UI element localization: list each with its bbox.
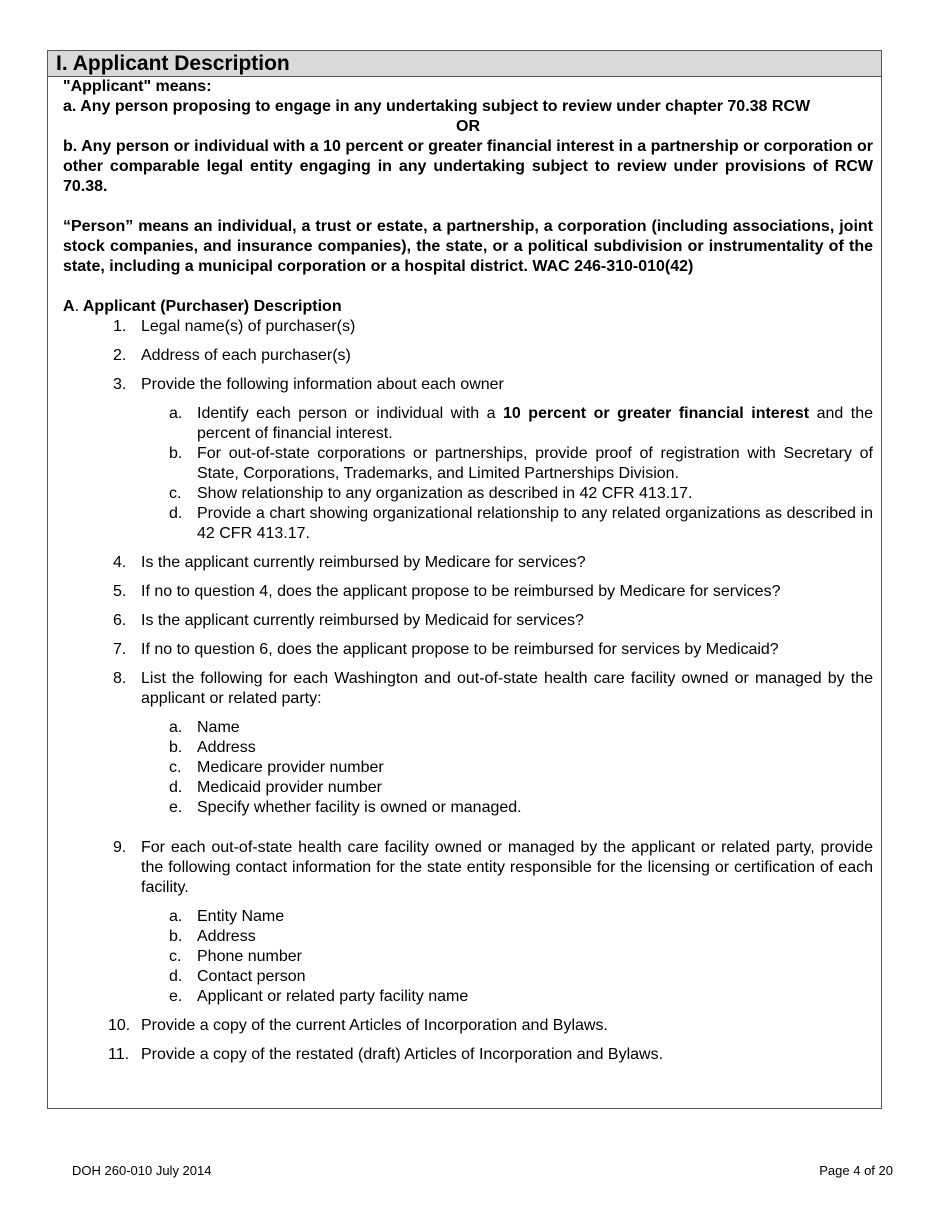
form-section-frame <box>47 50 882 1109</box>
item-number: 4. <box>113 554 127 571</box>
sub-list-item <box>63 758 873 778</box>
sub-item-text: Applicant or related party facility name <box>197 988 469 1005</box>
list-item <box>63 346 873 366</box>
section-title: I. Applicant Description <box>48 51 881 77</box>
item-text: Provide a copy of the restated (draft) Articles of Incorporation and Bylaws. <box>141 1046 664 1063</box>
list-item <box>63 640 873 660</box>
sub-item-text: For out-of-state corporations or partnerships, provide proof of registration with Secretary of State, Corporations, Trademarks, and Limited Partnerships Division. <box>197 445 873 482</box>
sub-item-text: Name <box>197 719 240 736</box>
item-text: If no to question 4, does the applicant propose to be reimbursed by Medicare for services? <box>141 583 781 600</box>
definition-heading: "Applicant" means: <box>63 78 212 95</box>
sub-item-text: Specify whether facility is owned or managed. <box>197 799 522 816</box>
item-text: Provide the following information about each owner <box>141 376 504 393</box>
sub-list-item <box>63 798 873 818</box>
sub-list-item <box>63 987 873 1007</box>
sub-item-text: Entity Name <box>197 908 285 925</box>
sub-item-text: Show relationship to any organization as described in 42 CFR 413.17. <box>197 485 693 502</box>
item-number: 5. <box>113 583 127 600</box>
sub-item-letter: d. <box>169 779 183 796</box>
sub-list-item <box>63 504 873 544</box>
item-text: Provide a copy of the current Articles of Incorporation and Bylaws. <box>141 1017 608 1034</box>
sub-item-letter: d. <box>169 505 183 522</box>
item-number: 9. <box>113 839 127 856</box>
item-number: 8. <box>113 670 127 687</box>
sub-item-text: Phone number <box>197 948 302 965</box>
person-definition: “Person” means an individual, a trust or estate, a partnership, a corporation (including associations, joint stock companies, and insurance companies), the state, or a political subdivision or instrumentality of the state, including a municipal corporation or a hospital district. WAC 246-310-010(42) <box>63 218 873 275</box>
sub-item-text: Medicaid provider number <box>197 779 382 796</box>
list-item <box>63 1016 873 1036</box>
sub-list-item <box>63 738 873 758</box>
item-text: For each out-of-state health care facility owned or managed by the applicant or related party, provide the following contact information for the state entity responsible for the licensing or certification of each facility. <box>141 839 873 896</box>
subsection-dot: . <box>74 298 80 315</box>
item-number: 6. <box>113 612 127 629</box>
sub-list-item <box>63 718 873 738</box>
sub-list-item <box>63 778 873 798</box>
footer-form-id: DOH 260-010 July 2014 <box>72 1163 212 1178</box>
list-item <box>63 838 873 898</box>
definition-b: b. Any person or individual with a 10 percent or greater financial interest in a partnership or corporation or other comparable legal entity engaging in any undertaking subject to review under provisions of RCW 70.38. <box>63 138 873 195</box>
item-text: List the following for each Washington and out-of-state health care facility owned or managed by the applicant or related party: <box>141 670 873 707</box>
sub-item-text: Identify each person or individual with a <box>197 405 503 422</box>
list-item <box>63 317 873 337</box>
footer-page-number: Page 4 of 20 <box>819 1163 893 1178</box>
subsection-heading <box>63 297 873 317</box>
sub-item-bold-text: 10 percent or greater financial interest <box>503 405 810 422</box>
definition-or: OR <box>456 118 480 135</box>
sub-list-item <box>63 927 873 947</box>
sub-item-letter: c. <box>169 948 182 965</box>
item-number: 2. <box>113 347 127 364</box>
subsection-letter: A <box>63 298 75 315</box>
list-item <box>63 669 873 709</box>
sub-item-letter: e. <box>169 988 183 1005</box>
sub-item-letter: a. <box>169 908 183 925</box>
sub-item-text: Medicare provider number <box>197 759 384 776</box>
sub-item-text: Contact person <box>197 968 306 985</box>
sub-list-item <box>63 444 873 484</box>
sub-item-letter: a. <box>169 405 183 422</box>
item-number: 3. <box>113 376 127 393</box>
item-text: Address of each purchaser(s) <box>141 347 351 364</box>
sub-item-text: Address <box>197 739 256 756</box>
item-number: 1. <box>113 318 127 335</box>
item-number: 11. <box>108 1046 130 1063</box>
sub-item-text-end: and the percent of financial interest. <box>197 405 874 442</box>
sub-item-text: Provide a chart showing organizational relationship to any related organizations as described in 42 CFR 413.17. <box>197 505 873 542</box>
sub-item-letter: c. <box>169 485 182 502</box>
item-number: 10. <box>108 1017 131 1034</box>
sub-list-item <box>63 484 873 504</box>
item-text: Is the applicant currently reimbursed by Medicaid for services? <box>141 612 584 629</box>
list-item <box>63 375 873 395</box>
sub-item-letter: b. <box>169 739 183 756</box>
list-item <box>63 582 873 602</box>
list-item <box>63 611 873 631</box>
item-text: Is the applicant currently reimbursed by Medicare for services? <box>141 554 586 571</box>
sub-item-letter: b. <box>169 928 183 945</box>
sub-item-letter: c. <box>169 759 182 776</box>
subsection-title: Applicant (Purchaser) Description <box>79 298 342 315</box>
list-item <box>63 553 873 573</box>
sub-item-letter: d. <box>169 968 183 985</box>
definition-a: a. Any person proposing to engage in any undertaking subject to review under chapter 70.38 RCW <box>63 98 811 115</box>
sub-item-letter: b. <box>169 445 183 462</box>
sub-list-item <box>63 404 873 444</box>
list-item <box>63 1045 873 1065</box>
sub-list-item <box>63 967 873 987</box>
item-text: Legal name(s) of purchaser(s) <box>141 318 356 335</box>
section-content <box>48 77 881 1065</box>
sub-item-letter: e. <box>169 799 183 816</box>
item-number: 7. <box>113 641 127 658</box>
sub-item-text: Address <box>197 928 256 945</box>
sub-item-letter: a. <box>169 719 183 736</box>
sub-list-item <box>63 907 873 927</box>
item-text: If no to question 6, does the applicant propose to be reimbursed for services by Medicaid? <box>141 641 779 658</box>
sub-list-item <box>63 947 873 967</box>
